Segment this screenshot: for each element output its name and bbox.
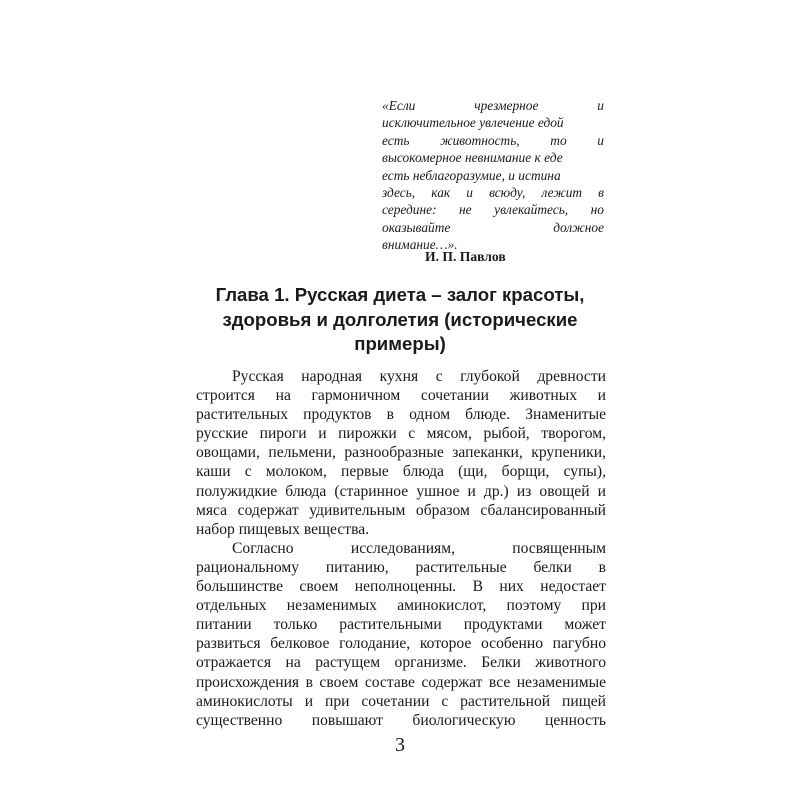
body-line: растительных продуктов в одном блюде. Знаменитые (196, 406, 606, 424)
epigraph-line: середине: не увлекайтесь, но (382, 202, 604, 218)
epigraph-line: высокомерное невнимание к еде (382, 150, 563, 166)
body-line: Согласно исследованиям, посвященным (232, 539, 606, 557)
body-line: русские пироги и пирожки с мясом, рыбой, творогом, (196, 425, 606, 443)
epigraph-line: есть неблагоразумие, и истина (382, 167, 561, 183)
epigraph-line: оказывайте должное (382, 219, 604, 235)
epigraph-quote (382, 97, 604, 254)
epigraph-line: исключительное увлечение едой (382, 115, 564, 131)
body-line: развиться белковое голодание, которое особенно пагубно (196, 635, 606, 653)
epigraph-author: И. П. Павлов (425, 249, 506, 264)
body-line: существенно повышают биологическую ценность (196, 711, 606, 729)
body-line: происхождения в своем составе содержат все незаменимые (196, 673, 606, 691)
epigraph-line: есть животность, то и (382, 132, 604, 148)
body-line: большинстве своем неполноценны. В них недостает (196, 578, 606, 596)
chapter-title-line: здоровья и долголетия (исторические (222, 308, 578, 330)
epigraph-line: внимание…». (382, 237, 458, 253)
chapter-title (190, 283, 610, 357)
epigraph-line: здесь, как и всюду, лежит в (382, 185, 604, 201)
chapter-title-line: примеры) (354, 333, 446, 354)
body-line: Русская народная кухня с глубокой древности (232, 368, 606, 385)
body-text (196, 367, 606, 730)
body-line: овощами, пельмени, разнообразные запеканки, крупеники, (196, 444, 606, 462)
body-line: питании только растительными продуктами может (196, 616, 606, 634)
body-line: каши с молоком, первые блюда (щи, борщи, супы), (196, 463, 606, 481)
body-line: строится на гармоничном сочетании животных и (196, 387, 606, 405)
chapter-title-line: Глава 1. Русская диета – залог красоты, (215, 284, 585, 305)
body-line: отражается на растущем организме. Белки животного (196, 654, 606, 672)
body-line: аминокислоты и при сочетании с растительной пищей (196, 692, 606, 710)
body-line: набор пищевых вещества. (196, 520, 370, 538)
body-line: отдельных незаменимых аминокислот, поэтому при (196, 597, 606, 615)
body-line: полужидкие блюда (старинное ушное и др.) из овощей и (196, 482, 606, 500)
epigraph-line: «Если чрезмерное и (382, 98, 604, 113)
page-number: 3 (395, 734, 405, 756)
body-line: рациональному питанию, растительные белки в (196, 558, 606, 576)
body-line: мяса содержат удивительным образом сбалансированный (196, 501, 606, 519)
